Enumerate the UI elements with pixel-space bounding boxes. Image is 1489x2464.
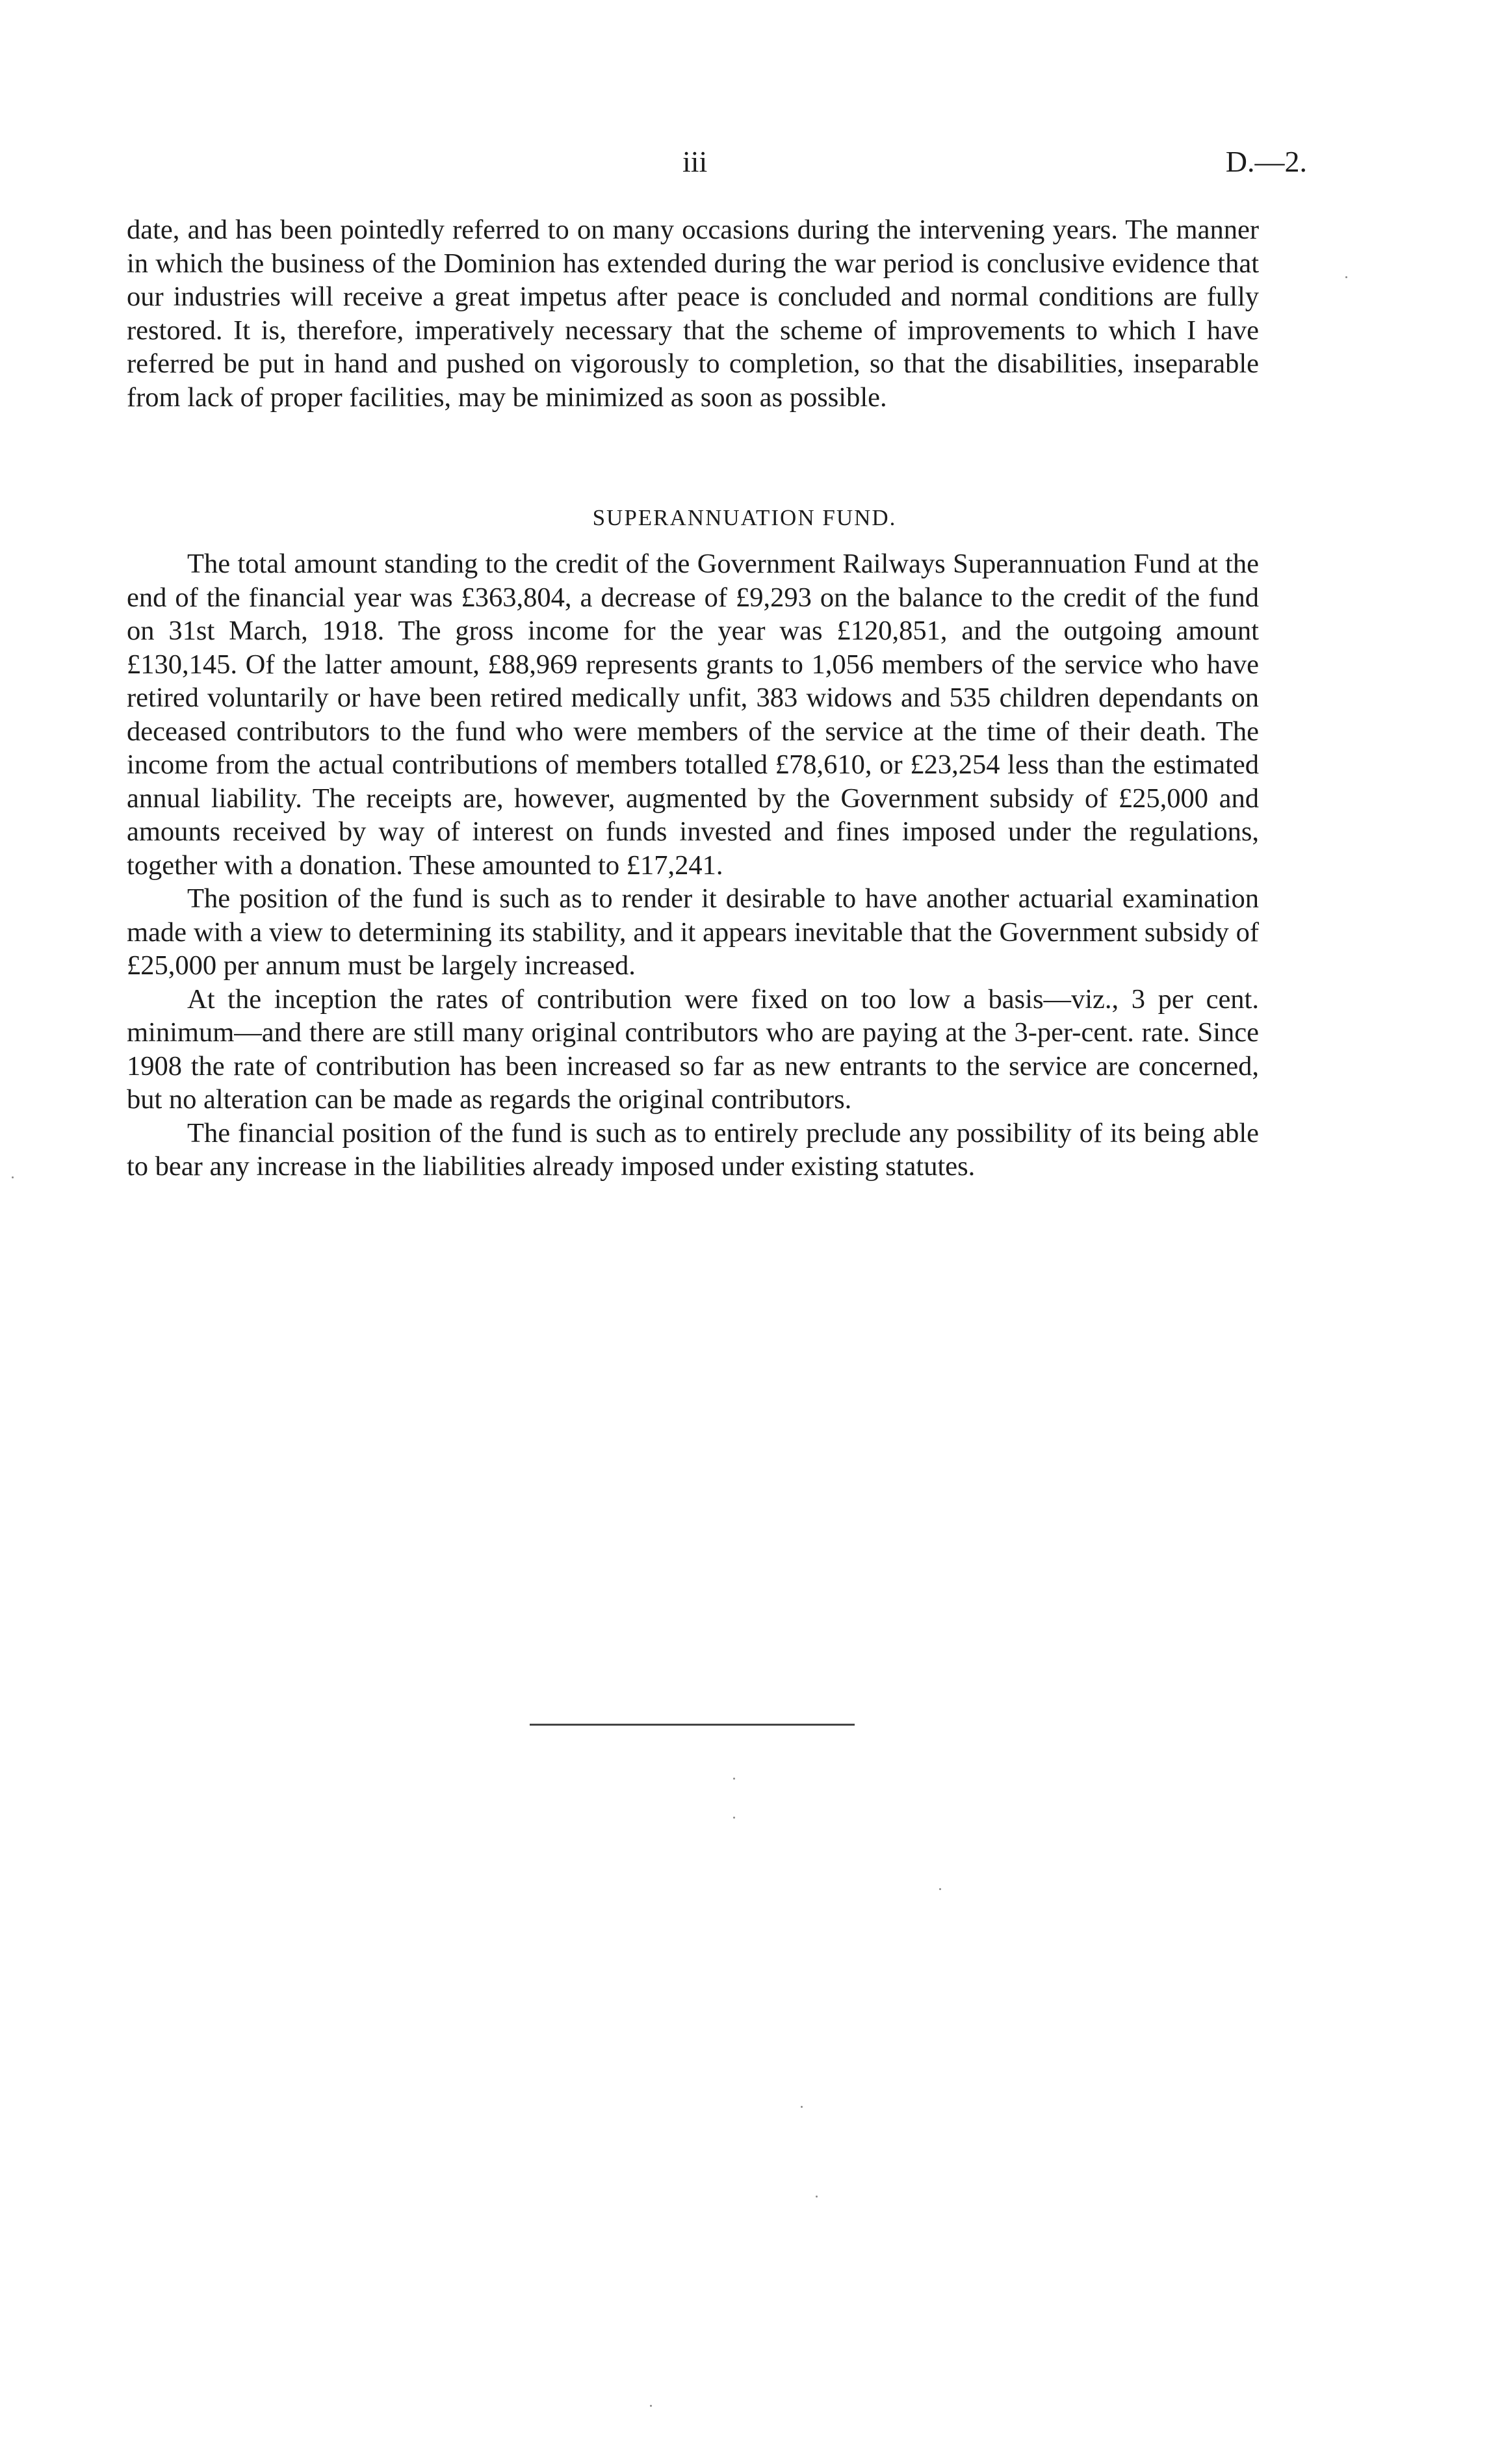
- scan-speck: [1345, 276, 1347, 278]
- scan-speck: [816, 2196, 818, 2198]
- section-paragraph-1: The total amount standing to the credit of the Government Railways Superannuation Fund at the end of the financial year was £363,804, a decrease of £9,293 on the balance to the credit of the fund on 31st March, 1918. The gross income for the year was £120,851, and the outgoing amount £130,145. Of the latter amount, £88,969 represents grants to 1,056 members of the service who have retired voluntarily or have been retired medically unfit, 383 widows and 535 children dependants on deceased contributors to the fund who were members of the service at the time of their death. The income from the actual contributions of members totalled £78,610, or £23,254 less than the estimated annual liability. The receipts are, however, augmented by the Government subsidy of £25,000 and amounts received by way of interest on funds invested and fines imposed under the regulations, together with a donation. These amounted to £17,241.: [127, 549, 1259, 881]
- scan-speck: [650, 2405, 652, 2407]
- section-paragraph-3: At the inception the rates of contribution were fixed on too low a basis—viz., 3 per cent. minimum—and there are still many original contributors who are paying at the 3-per-cent. rate. Since 1908 the rate of contribution has been increased so far as new entrants to the service are concerned, but no alteration can be made as regards the original contributors.: [127, 983, 1259, 1115]
- scan-speck: [939, 1888, 941, 1890]
- scan-speck: [12, 1176, 14, 1178]
- scan-speck: [733, 1817, 735, 1819]
- intro-paragraph: date, and has been pointedly referred to on many occasions during the intervening years. The manner in which the business of the Dominion has extended during the war period is conclusive evidence that our industries will receive a great impetus after peace is concluded and normal conditions are fully restored. It is, therefore, imperatively necessary that the scheme of improvements to which I have referred be put in hand and pushed on vigorously to completion, so that the disabilities, inseparable from lack of proper facilities, may be minimized as soon as possible.: [127, 214, 1259, 413]
- intro-text-block: [127, 213, 1259, 414]
- page-number: iii: [682, 145, 708, 178]
- section-text-block: [127, 547, 1259, 1184]
- closing-rule-divider: [530, 1724, 855, 1726]
- scan-speck: [733, 1778, 735, 1780]
- section-paragraph-2: The position of the fund is such as to render it desirable to have another actuarial examination made with a view to determining its stability, and it appears inevitable that the Government subsidy of £25,000 per annum must be largely increased.: [127, 883, 1259, 981]
- section-heading: SUPERANNUATION FUND.: [592, 505, 897, 530]
- scan-speck: [801, 2106, 803, 2108]
- document-reference: D.—2.: [1225, 145, 1307, 178]
- section-paragraph-4: The financial position of the fund is such as to entirely preclude any possibility of its being able to bear any increase in the liabilities already imposed under existing statutes.: [127, 1117, 1259, 1182]
